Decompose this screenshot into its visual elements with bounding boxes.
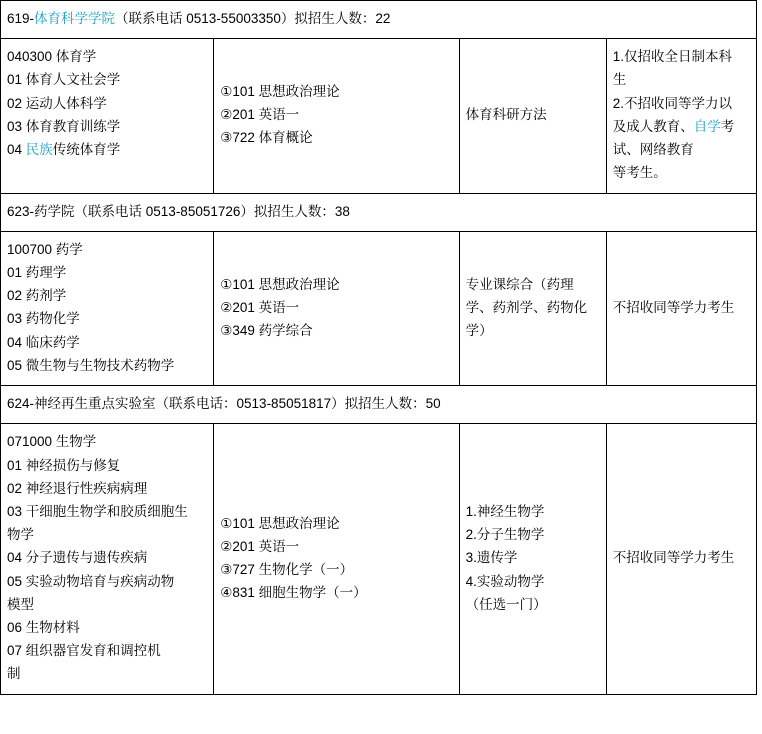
remarks-cell [606, 424, 756, 694]
major-line: 01 药理学 [7, 264, 67, 280]
remark-inline-link[interactable]: 自学 [693, 118, 721, 134]
exam-line: ①101 思想政治理论 [220, 515, 340, 531]
major-line: 01 神经损伤与修复 [7, 457, 121, 473]
major-line: 03 干细胞生物学和胶质细胞生 [7, 503, 188, 519]
retest-line: 专业课综合（药理 [465, 276, 574, 292]
retest-line: 2.分子生物学 [465, 527, 545, 543]
major-line: 06 生物材料 [7, 620, 80, 636]
major-line: 071000 生物学 [7, 434, 97, 450]
major-cell [1, 39, 214, 193]
major-line: 04 临床药学 [7, 334, 80, 350]
retest-subject-cell [459, 231, 606, 385]
retest-line: 3.遗传学 [465, 550, 518, 566]
remark-line: 等考生。 [612, 165, 667, 181]
retest-subject-cell [459, 39, 606, 193]
major-line: 100700 药学 [7, 241, 83, 257]
major-line: 03 药物化学 [7, 311, 80, 327]
exam-line: ②201 英语一 [220, 107, 300, 123]
major-line: 模型 [7, 596, 34, 612]
remark-line: 不招收同等学力考生 [612, 550, 735, 566]
exam-line: ②201 英语一 [220, 299, 300, 315]
major-line: 制 [7, 666, 21, 682]
remark-line: 1.仅招收全日制本科 [612, 49, 733, 65]
major-line: 07 组织器官发育和调控机 [7, 643, 161, 659]
table-row [1, 424, 757, 694]
section-header-619 [1, 1, 757, 39]
remark-link-after: 考 [720, 118, 735, 134]
section-header-suffix: （联系电话：0513-85051817）拟招生人数：50 [155, 396, 441, 412]
major-line: 02 药剂学 [7, 288, 67, 304]
section-header-row [1, 386, 757, 424]
exam-line: ③722 体育概论 [220, 130, 313, 146]
exam-line: ③727 生物化学（一） [220, 561, 354, 577]
retest-line: 学） [465, 323, 493, 339]
remark-line: 试、网络教育 [612, 142, 694, 158]
major-line-with-link: 04 民族传统体育学 [7, 142, 121, 158]
major-inline-rest: 传统体育学 [52, 142, 121, 158]
remark-line-with-link [613, 115, 750, 138]
retest-line: 学、药剂学、药物化 [465, 299, 588, 315]
retest-line: 1.神经生物学 [465, 503, 545, 519]
exam-line: ②201 英语一 [220, 538, 300, 554]
major-line: 物学 [7, 527, 34, 543]
remark-line: 2.不招收同等学力以 [612, 95, 733, 111]
retest-line: （任选一门） [465, 596, 547, 612]
major-line: 05 实验动物培育与疾病动物 [7, 573, 175, 589]
major-line: 01 体育人文社会学 [7, 72, 121, 88]
remark-line: 生 [612, 72, 627, 88]
retest-line: 4.实验动物学 [465, 573, 545, 589]
remarks-cell [606, 231, 756, 385]
table-row [1, 231, 757, 385]
section-header-suffix: （联系电话 0513-85051726）拟招生人数：38 [74, 203, 350, 219]
section-header-prefix: 619- [7, 11, 35, 26]
remark-line: 不招收同等学力考生 [612, 299, 735, 315]
exam-line: ①101 思想政治理论 [220, 84, 340, 100]
exam-subjects-cell [214, 424, 459, 694]
major-line: 03 体育教育训练学 [7, 118, 121, 134]
section-header-suffix: （联系电话 0513-55003350）拟招生人数：22 [115, 11, 391, 26]
remarks-cell [606, 39, 756, 193]
exam-subjects-cell [214, 231, 459, 385]
major-inline-link[interactable]: 民族 [25, 142, 53, 158]
section-header-prefix: 623-药学院 [7, 203, 75, 219]
exam-line: ④831 细胞生物学（一） [220, 585, 367, 601]
retest-line: 体育科研方法 [465, 107, 547, 123]
section-header-row [1, 1, 757, 39]
exam-subjects-cell [214, 39, 459, 193]
section-header-link[interactable]: 体育科学学院 [34, 11, 116, 26]
section-header-623 [1, 193, 757, 231]
exam-line: ①101 思想政治理论 [220, 276, 340, 292]
retest-subject-cell [459, 424, 606, 694]
major-line: 02 运动人体科学 [7, 95, 107, 111]
major-line: 02 神经退行性疾病病理 [7, 480, 148, 496]
section-header-prefix: 624-神经再生重点实验室 [7, 396, 156, 412]
table-body [1, 1, 757, 695]
major-cell [1, 424, 214, 694]
major-line: 040300 体育学 [7, 49, 97, 65]
table-row [1, 39, 757, 193]
section-header-624 [1, 386, 757, 424]
section-header-row [1, 193, 757, 231]
major-line: 04 分子遗传与遗传疾病 [7, 550, 148, 566]
major-line: 05 微生物与生物技术药物学 [7, 357, 175, 373]
exam-line: ③349 药学综合 [220, 323, 313, 339]
major-cell [1, 231, 214, 385]
remark-link-before: 及成人教育、 [612, 118, 694, 134]
